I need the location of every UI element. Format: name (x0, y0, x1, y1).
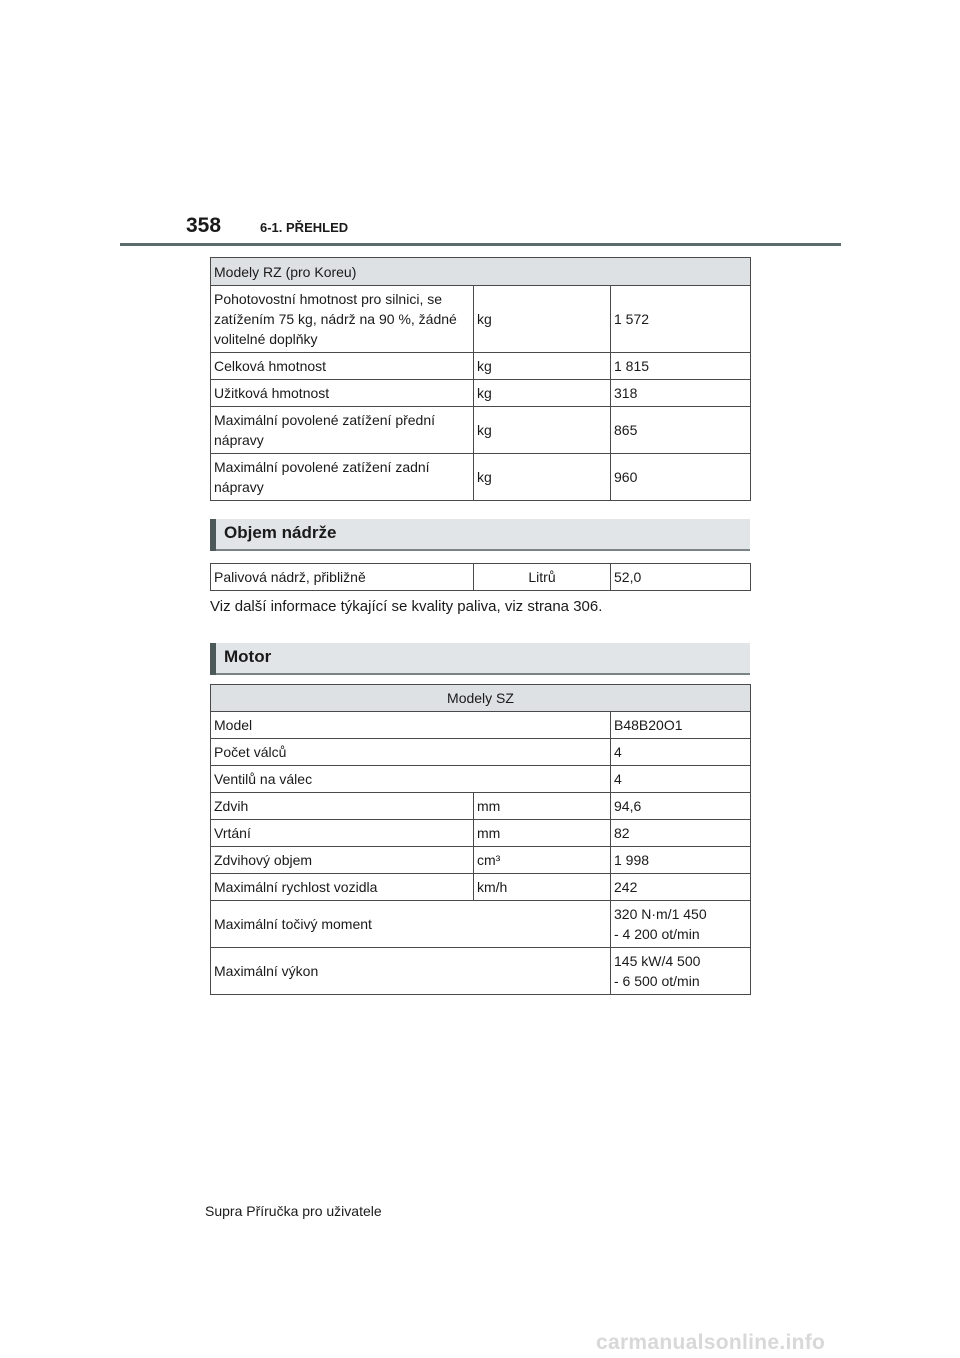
row-value-line2: - 4 200 ot/min (614, 926, 700, 942)
table-row (211, 380, 751, 407)
row-value: B48B20O1 (611, 712, 751, 739)
row-label: Zdvih (211, 793, 474, 820)
weights-table-title: Modely RZ (pro Koreu) (211, 258, 751, 286)
row-value-line1: 320 N·m/1 450 (614, 906, 707, 922)
table-header-row (211, 258, 751, 286)
row-label: Ventilů na válec (211, 766, 611, 793)
row-label: Užitková hmotnost (211, 380, 474, 407)
row-label: Celková hmotnost (211, 353, 474, 380)
row-value: 960 (611, 454, 751, 501)
row-value: 4 (611, 766, 751, 793)
table-row (211, 407, 751, 454)
row-value: 52,0 (611, 564, 751, 591)
table-row (211, 847, 751, 874)
engine-heading-text: Motor (224, 647, 272, 666)
row-label: Maximální povolené zatížení přední nápravy (211, 407, 474, 454)
row-unit: kg (474, 407, 611, 454)
row-label: Maximální rychlost vozidla (211, 874, 474, 901)
fuel-note: Viz další informace týkající se kvality paliva, viz strana 306. (210, 598, 603, 615)
header-rule (120, 243, 841, 246)
row-value-line1: 145 kW/4 500 (614, 953, 701, 969)
row-value: 318 (611, 380, 751, 407)
row-value: 865 (611, 407, 751, 454)
row-value: 242 (611, 874, 751, 901)
row-value: 4 (611, 739, 751, 766)
row-value-line2: - 6 500 ot/min (614, 973, 700, 989)
row-label: Vrtání (211, 820, 474, 847)
table-row (211, 739, 751, 766)
row-value: 1 998 (611, 847, 751, 874)
heading-accent (210, 519, 216, 551)
engine-table-title: Modely SZ (211, 685, 751, 712)
tank-heading (210, 519, 750, 551)
heading-accent (210, 643, 216, 675)
row-unit: kg (474, 454, 611, 501)
row-label: Maximální výkon (211, 948, 611, 995)
row-unit: cm³ (474, 847, 611, 874)
row-label: Maximální točivý moment (211, 901, 611, 948)
row-label: Zdvihový objem (211, 847, 474, 874)
table-row (211, 454, 751, 501)
engine-table (210, 684, 751, 995)
tank-table (210, 563, 751, 591)
row-value: 1 572 (611, 286, 751, 353)
row-unit: Litrů (474, 564, 611, 591)
row-value (611, 948, 751, 995)
row-unit: kg (474, 286, 611, 353)
row-label: Palivová nádrž, přibližně (211, 564, 474, 591)
engine-heading (210, 643, 750, 675)
section-title: 6-1. PŘEHLED (260, 220, 349, 235)
footer-text: Supra Příručka pro uživatele (205, 1203, 382, 1219)
table-row (211, 564, 751, 591)
watermark: carmanualsonline.info (596, 1331, 826, 1354)
row-label: Model (211, 712, 611, 739)
table-row (211, 793, 751, 820)
table-row (211, 820, 751, 847)
tank-heading-text: Objem nádrže (224, 523, 337, 542)
row-label: Pohotovostní hmotnost pro silnici, se zatížením 75 kg, nádrž na 90 %, žádné volitelné doplňky (211, 286, 474, 353)
row-label: Počet válců (211, 739, 611, 766)
row-unit: km/h (474, 874, 611, 901)
row-unit: mm (474, 820, 611, 847)
table-row (211, 353, 751, 380)
table-row (211, 948, 751, 995)
row-value: 94,6 (611, 793, 751, 820)
weights-table (210, 257, 751, 501)
row-unit: kg (474, 353, 611, 380)
row-unit: kg (474, 380, 611, 407)
row-value: 82 (611, 820, 751, 847)
table-row (211, 766, 751, 793)
row-value: 1 815 (611, 353, 751, 380)
table-row (211, 874, 751, 901)
table-row (211, 901, 751, 948)
page-number: 358 (186, 214, 222, 237)
row-value (611, 901, 751, 948)
table-row (211, 712, 751, 739)
row-unit: mm (474, 793, 611, 820)
row-label: Maximální povolené zatížení zadní nápravy (211, 454, 474, 501)
table-row (211, 286, 751, 353)
table-header-row (211, 685, 751, 712)
